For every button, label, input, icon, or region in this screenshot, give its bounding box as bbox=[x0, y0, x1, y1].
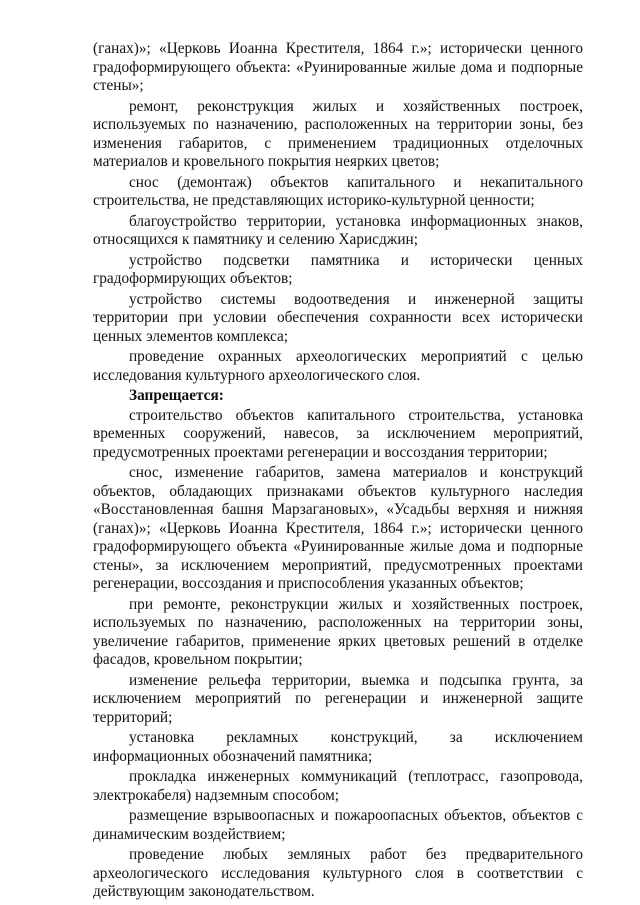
allowed-item-repair: ремонт, реконструкция жилых и хозяйственных построек, используемых по назначению, расположенных на территории зоны, без изменения габаритов, с применением традиционных отделочных материалов и кровельного покрытия неярких цветов; bbox=[93, 97, 583, 170]
prohibited-item-relief-change: изменение рельефа территории, выемка и подсыпка грунта, за исключением мероприятий по регенерации и инженерной защите территорий; bbox=[93, 671, 583, 726]
allowed-item-drainage: устройство системы водоотведения и инженерной защиты территории при условии обеспечения сохранности всех исторически ценных элементов комплекса; bbox=[93, 290, 583, 345]
allowed-item-landscaping: благоустройство территории, установка информационных знаков, относящихся к памятнику и селению Харисджин; bbox=[93, 212, 583, 248]
allowed-item-continuation: (ганах)»; «Церковь Иоанна Крестителя, 1864 г.»; исторически ценного градоформирующего объекта: «Руинированные жилые дома и подпорные стены»; bbox=[93, 40, 583, 94]
allowed-item-lighting: устройство подсветки памятника и исторически ценных градоформирующих объектов; bbox=[93, 251, 583, 287]
allowed-item-archaeology: проведение охранных археологических мероприятий с целью исследования культурного археологического слоя. bbox=[93, 348, 583, 384]
prohibited-item-repair-changes: при ремонте, реконструкции жилых и хозяйственных построек, используемых по назначению, расположенных на территории зоны, увеличение габаритов, применение ярких цветовых решений в отделке фасадов, кровельном покрытии; bbox=[93, 595, 583, 668]
prohibited-item-overhead-utilities: прокладка инженерных коммуникаций (теплотрасс, газопровода, электрокабеля) надземным способом; bbox=[93, 768, 583, 804]
prohibited-item-construction: строительство объектов капитального строительства, установка временных сооружений, навесов, за исключением мероприятий, предусмотренных проектами регенерации и воссоздания территории; bbox=[93, 406, 583, 461]
prohibited-item-heritage-alteration: снос, изменение габаритов, замена материалов и конструкций объектов, обладающих признаками объектов культурного наследия «Восстановленная башня Марзагановых», «Усадьбы верхняя и нижняя (ганах)»; «Церковь Иоанна Крестителя, 1864 г.»; исторически ценного градоформирующего объекта «Руинированные жилые дома и подпорные стены», за исключением мероприятий, предусмотренных проектами регенерации, воссоздания и приспособления указанных объектов; bbox=[93, 464, 583, 592]
document-page bbox=[93, 40, 583, 904]
prohibited-heading: Запрещается: bbox=[129, 387, 224, 404]
prohibited-item-advertising: установка рекламных конструкций, за исключением информационных обозначений памятника; bbox=[93, 729, 583, 765]
prohibited-item-hazardous-objects: размещение взрывоопасных и пожароопасных объектов, объектов с динамическим воздействием; bbox=[93, 807, 583, 843]
allowed-item-demolition: снос (демонтаж) объектов капитального и некапитального строительства, не представляющих историко-культурной ценности; bbox=[93, 173, 583, 209]
prohibited-item-earthworks: проведение любых земляных работ без предварительного археологического исследования культурного слоя в соответствии с действующим законодательством. bbox=[93, 846, 583, 900]
